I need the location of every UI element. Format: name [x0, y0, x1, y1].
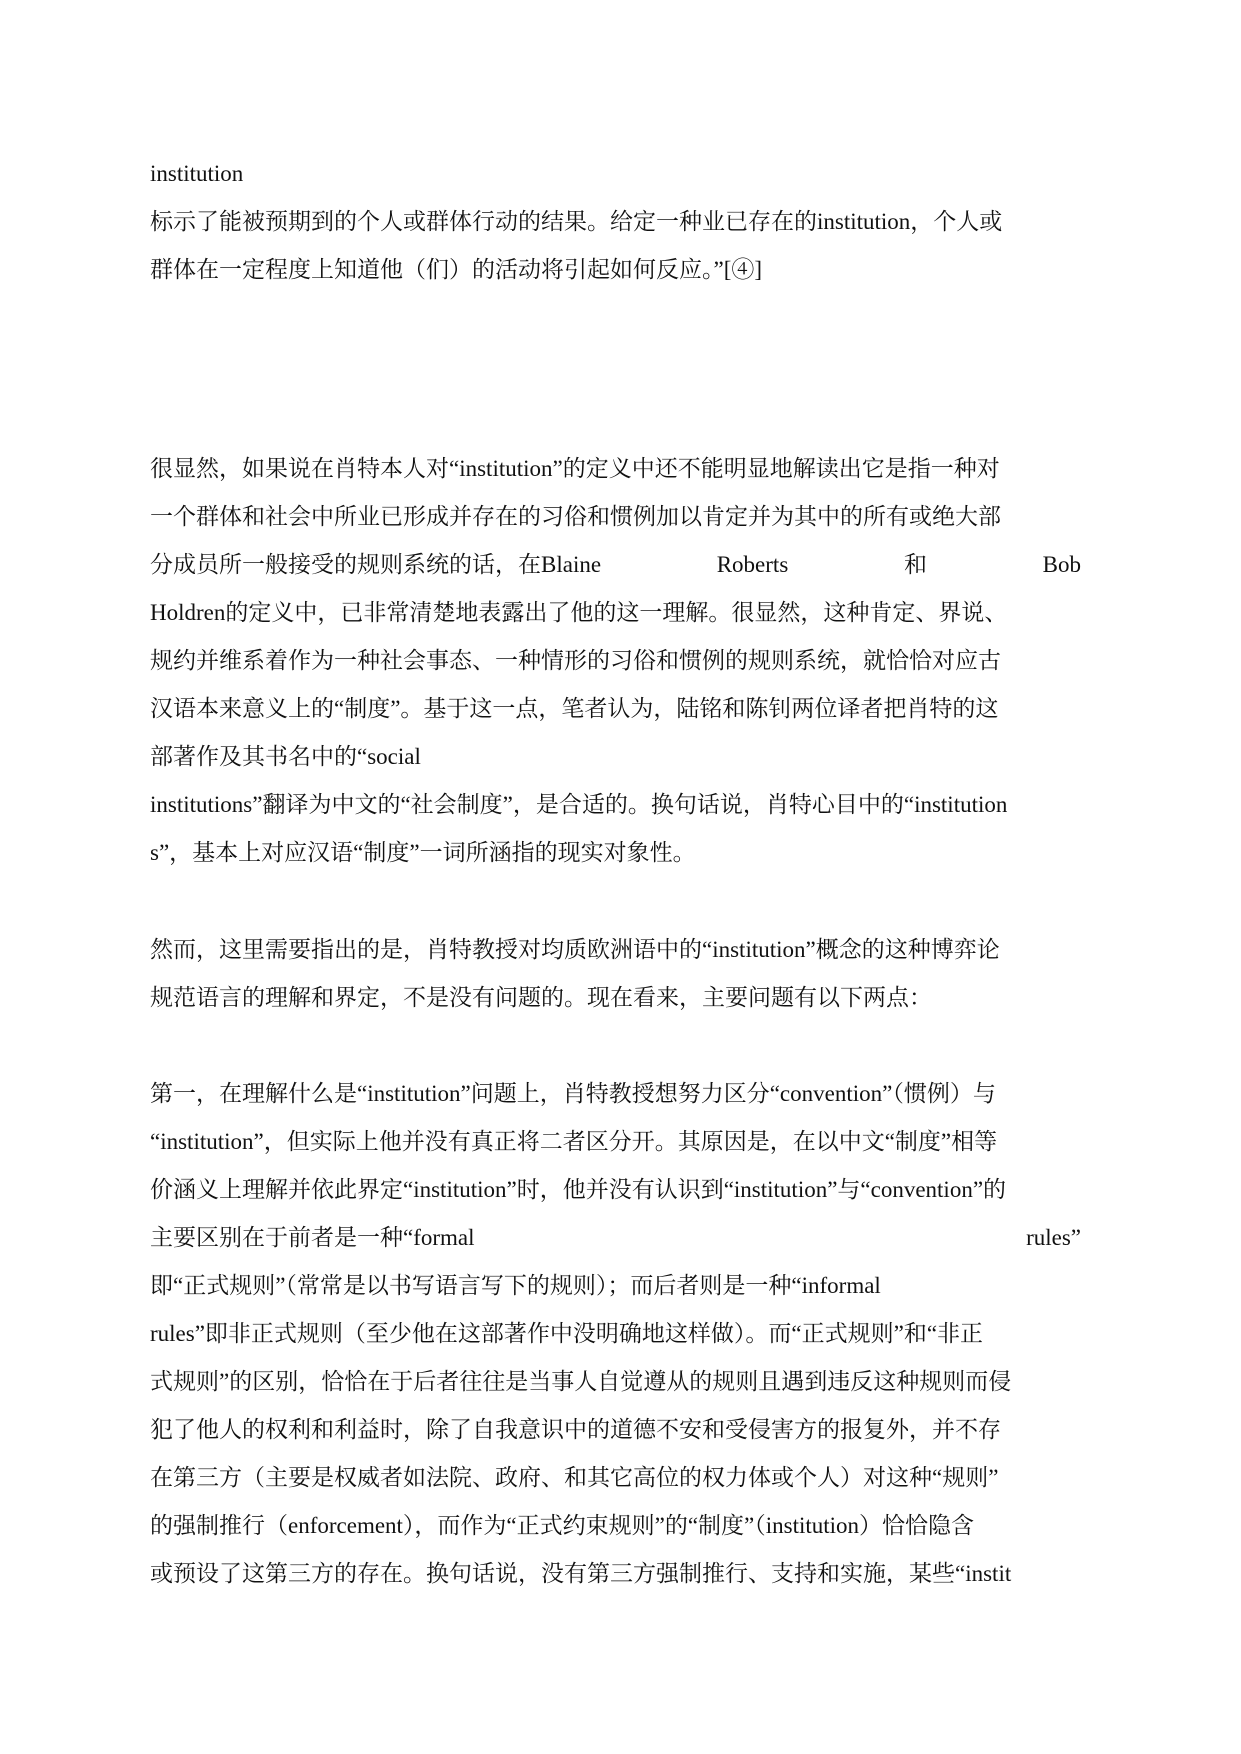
text-line: 在第三方（主要是权威者如法院、政府、和其它高位的权力体或个人）对这种“规则”: [150, 1465, 999, 1490]
text-line: institutions”翻译为中文的“社会制度”，是合适的。换句话说，肖特心目中的“institution: [150, 792, 1008, 817]
text-line: 价涵义上理解并依此界定“institution”时，他并没有认识到“institution”与“convention”的: [150, 1177, 1007, 1202]
text-line: 即“正式规则”（常常是以书写语言写下的规则）；而后者则是一种“informal: [150, 1273, 881, 1298]
text-line: institution: [150, 161, 244, 186]
text-line-justified: [150, 1223, 1081, 1253]
text-segment: Roberts: [716, 552, 789, 577]
text-line: 规范语言的理解和界定，不是没有问题的。现在看来，主要问题有以下两点：: [150, 985, 932, 1010]
text-line: 或预设了这第三方的存在。换句话说，没有第三方强制推行、支持和实施，某些“instit: [150, 1561, 1012, 1586]
text-line-justified: [150, 550, 1081, 580]
text-line: rules”即非正式规则（至少他在这部著作中没明确地这样做）。而“正式规则”和“非正: [150, 1321, 984, 1346]
text-line: Holdren的定义中，已非常清楚地表露出了他的这一理解。很显然，这种肯定、界说、: [150, 600, 1008, 625]
text-line: “institution”，但实际上他并没有真正将二者区分开。其原因是，在以中文“制度”相等: [150, 1129, 998, 1154]
text-line: 一个群体和社会中所业已形成并存在的习俗和惯例加以肯定并为其中的所有或绝大部: [150, 504, 1001, 529]
text-line: 的强制推行（enforcement），而作为“正式约束规则”的“制度”（institution）恰恰隐含: [150, 1513, 975, 1538]
text-segment: 主要区别在于前者是一种“formal: [150, 1225, 475, 1250]
text-segment: rules”: [1026, 1225, 1081, 1250]
text-line: 犯了他人的权利和利益时，除了自我意识中的道德不安和受侵害方的报复外，并不存: [150, 1417, 1001, 1442]
text-segment: Bob: [1042, 552, 1081, 577]
text-line: s”，基本上对应汉语“制度”一词所涵指的现实对象性。: [150, 840, 696, 865]
text-line: 汉语本来意义上的“制度”。基于这一点，笔者认为，陆铭和陈钊两位译者把肖特的这: [150, 696, 999, 721]
text-line: 然而，这里需要指出的是，肖特教授对均质欧洲语中的“institution”概念的这种博弈论: [150, 937, 1000, 962]
text-line: 很显然，如果说在肖特本人对“institution”的定义中还不能明显地解读出它是指一种对: [150, 456, 1000, 481]
text-line: 标示了能被预期到的个人或群体行动的结果。给定一种业已存在的institution，个人或: [150, 209, 1003, 234]
text-line: 群体在一定程度上知道他（们）的活动将引起如何反应。”[④]: [150, 257, 763, 282]
text-segment: 分成员所一般接受的规则系统的话，在Blaine: [150, 552, 602, 577]
text-line: 部著作及其书名中的“social: [150, 744, 421, 769]
text-line: 式规则”的区别，恰恰在于后者往往是当事人自觉遵从的规则且遇到违反这种规则而侵: [150, 1369, 1012, 1394]
text-line: 第一，在理解什么是“institution”问题上，肖特教授想努力区分“convention”（惯例）与: [150, 1081, 996, 1106]
text-segment: 和: [903, 552, 927, 577]
text-line: 规约并维系着作为一种社会事态、一种情形的习俗和惯例的规则系统，就恰恰对应古: [150, 648, 1001, 673]
